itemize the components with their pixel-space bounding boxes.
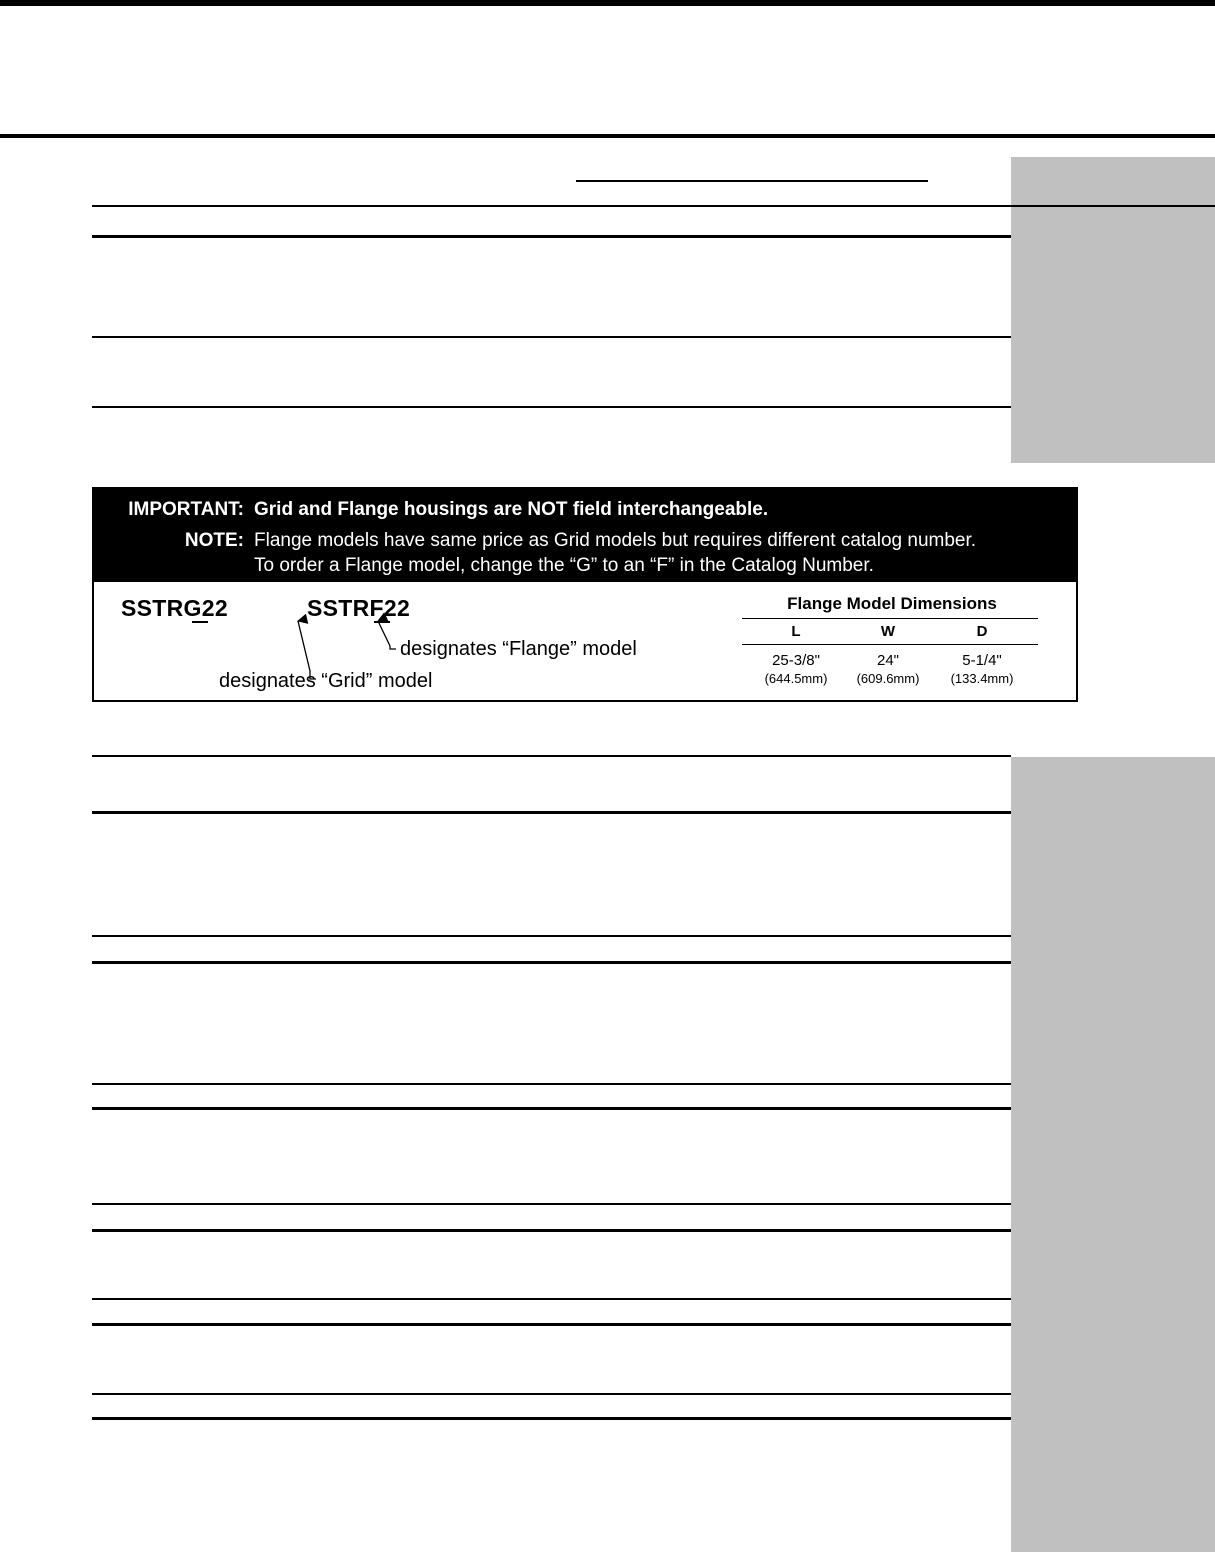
side-tab-upper	[1011, 157, 1215, 463]
note-label: NOTE:	[184, 530, 244, 551]
dimensions-rule	[742, 644, 1038, 645]
note-line-2: To order a Flange model, change the “G” to an “F” in the Catalog Number.	[254, 555, 874, 576]
table-rule	[92, 755, 1011, 757]
table-rule	[92, 811, 1011, 814]
important-label: IMPORTANT:	[128, 499, 244, 520]
table-rule	[92, 1203, 1011, 1205]
dim-value-d: 5-1/4"	[962, 652, 1002, 669]
dim-header-l: L	[791, 623, 801, 640]
grid-model-number: SSTRG22	[121, 595, 228, 621]
table-rule	[92, 406, 1011, 408]
table-rule	[92, 1298, 1011, 1300]
table-rule	[92, 336, 1011, 338]
side-tab-lower	[1011, 757, 1215, 1552]
flange-designation: designates “Flange” model	[400, 638, 637, 660]
dim-header-w: W	[880, 623, 896, 640]
title-underline	[576, 180, 928, 182]
dimensions-rule	[742, 618, 1038, 619]
table-rule	[92, 961, 1011, 964]
table-rule	[92, 235, 1011, 238]
dim-header-d: D	[976, 623, 988, 640]
table-rule	[92, 1107, 1011, 1110]
table-rule	[92, 935, 1011, 937]
important-text: Grid and Flange housings are NOT field interchangeable.	[254, 499, 769, 520]
table-rule	[92, 1229, 1011, 1232]
dim-metric-d: (133.4mm)	[950, 671, 1014, 686]
table-rule	[92, 1393, 1011, 1395]
dim-value-w: 24"	[876, 652, 899, 669]
table-rule	[92, 1323, 1011, 1326]
table-rule	[92, 1417, 1011, 1420]
dimensions-title: Flange Model Dimensions	[787, 594, 997, 613]
note-line-1: Flange models have same price as Grid models but requires different catalog number.	[254, 530, 977, 551]
table-rule	[92, 1083, 1011, 1085]
top-rule	[0, 0, 1215, 6]
callout-header	[94, 489, 1076, 582]
table-rule	[92, 205, 1215, 207]
flange-model-number: SSTRF22	[307, 595, 411, 621]
important-callout	[92, 487, 1078, 702]
dim-value-l: 25-3/8"	[772, 652, 820, 669]
dim-metric-l: (644.5mm)	[764, 671, 828, 686]
grid-designation: designates “Grid” model	[219, 670, 433, 692]
flange-leader	[378, 621, 396, 649]
dim-metric-w: (609.6mm)	[856, 671, 920, 686]
header-rule	[0, 134, 1215, 138]
